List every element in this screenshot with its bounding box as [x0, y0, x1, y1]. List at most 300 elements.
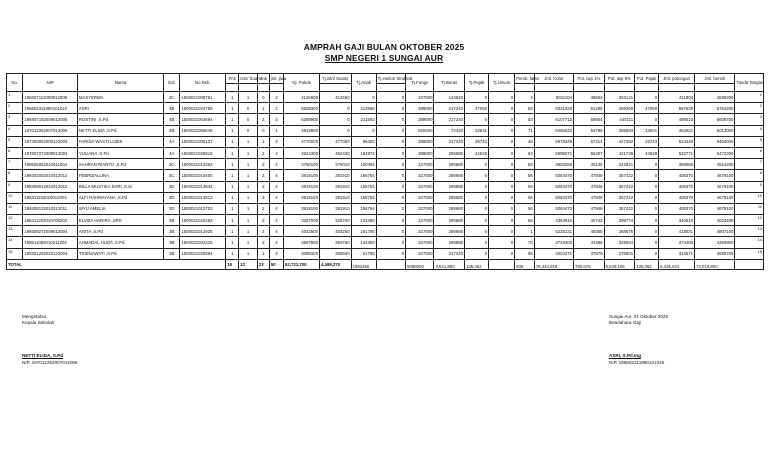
row-istri: 1: [239, 248, 258, 259]
row-tj-pajak: 13631: [465, 125, 489, 136]
row-tj-istri: 391910: [319, 181, 351, 192]
table-row: [7, 192, 764, 203]
row-kotor: 4729300: [534, 237, 573, 248]
table-row: [7, 215, 764, 226]
row-tanda-tangan: 4: [735, 125, 764, 136]
row-no: 5: [7, 136, 23, 147]
row-pns: 1: [226, 170, 239, 181]
total-iwp1: 786,676: [574, 259, 605, 269]
row-tj-istri: 328700: [319, 215, 351, 226]
row-tj-fungs: 389000: [406, 103, 434, 114]
total-gaji-pokok: 62,721,700: [283, 259, 319, 269]
row-iwp1: 44396: [574, 237, 605, 248]
row-kotor: 5084470: [534, 181, 573, 192]
row-nip: 198611082010211202: [23, 237, 78, 248]
row-pns: 1: [226, 114, 239, 125]
row-potongan: 314671: [659, 248, 695, 259]
table-row: [7, 237, 764, 248]
row-tanda-tangan: 9: [735, 181, 764, 192]
row-pns: 1: [226, 136, 239, 147]
row-no: 9: [7, 181, 23, 192]
row-gol: 3D: [164, 203, 180, 214]
row-tj-istri: 0: [319, 114, 351, 125]
row-bersih: 5608700: [695, 114, 735, 125]
row-anak: 2: [257, 215, 269, 226]
row-jiwa: 4: [269, 203, 283, 214]
row-anak: 2: [257, 226, 269, 237]
row-istri: 1: [239, 170, 258, 181]
row-gaji-pokok: 4770000: [283, 136, 319, 147]
row-nama: SAHRAN RIANTO ,S.Pd: [77, 159, 163, 170]
row-pot-pajak: 47060: [635, 103, 659, 114]
row-pembulatan: 4: [515, 92, 535, 103]
row-istri: 0: [239, 114, 258, 125]
row-istri: 1: [239, 136, 258, 147]
row-tj-istri: 404250: [319, 226, 351, 237]
row-tj-anak: 112566: [351, 103, 376, 114]
row-iwp1: 58904: [574, 114, 605, 125]
table-row: [7, 226, 764, 237]
row-gaji-pokok: 4624300: [283, 147, 319, 158]
row-gaji-pokok: 5288900: [283, 114, 319, 125]
row-iwp1: 53799: [574, 125, 605, 136]
row-tj-fungs: 327000: [406, 181, 434, 192]
row-tj-fungs: 327000: [406, 170, 434, 181]
row-norek: 1500021009761: [180, 92, 226, 103]
row-nama: ANITA ,S.Pd: [77, 226, 163, 237]
row-kotor: 5466022: [534, 125, 573, 136]
row-jiwa: 3: [269, 248, 283, 259]
row-kotor: 4903256: [534, 159, 573, 170]
row-jiwa: 4: [269, 237, 283, 248]
row-pembulatan: 1: [515, 226, 535, 237]
row-nama: ASRI: [77, 103, 163, 114]
row-tj-anak: 95400: [351, 136, 376, 147]
row-pembulatan: 62: [515, 103, 535, 114]
row-tj-pajak: 0: [465, 114, 489, 125]
row-nama: ALFI RAHMAYANA ,S.Pd: [77, 192, 163, 203]
row-no: 7: [7, 159, 23, 170]
row-tj-umum: 0: [488, 203, 514, 214]
row-tj-anak: 156764: [351, 203, 376, 214]
row-pembulatan: 46: [515, 136, 535, 147]
row-pns: 1: [226, 92, 239, 103]
row-gol: 3B: [164, 226, 180, 237]
row-tj-pajak: 0: [465, 181, 489, 192]
row-potongan: 405370: [659, 170, 695, 181]
row-nip: 198505052010011004: [23, 159, 78, 170]
row-pns: 1: [226, 103, 239, 114]
row-potongan: 389056: [659, 159, 695, 170]
col-tj-fungs: Tj.Fungs: [406, 74, 434, 92]
row-bersih: 4023400: [695, 215, 735, 226]
row-nama: TRISNAWATI ,S.Pd: [77, 248, 163, 259]
row-gaji-pokok: 3607500: [283, 237, 319, 248]
row-anak: 0: [257, 125, 269, 136]
row-istri: 1: [239, 159, 258, 170]
row-istri: 1: [239, 203, 258, 214]
row-norek: 1500021012925: [180, 226, 226, 237]
row-tj-eselon: 0: [376, 170, 405, 181]
row-potongan: 567628: [659, 103, 695, 114]
row-bersih: 4679100: [695, 170, 735, 181]
row-nama: WYU AMELIA: [77, 203, 163, 214]
row-gaji-pokok: 4042500: [283, 226, 319, 237]
row-pot-pajak: 0: [635, 248, 659, 259]
row-tj-anak: 156764: [351, 170, 376, 181]
row-jiwa: 4: [269, 170, 283, 181]
total-istri: 12: [239, 259, 258, 269]
row-norek: 1500021005127: [180, 136, 226, 147]
row-bersih: 5754200: [695, 103, 735, 114]
row-tj-anak: 0: [351, 125, 376, 136]
row-tj-eselon: 0: [376, 159, 405, 170]
row-gaji-pokok: 3287000: [283, 215, 319, 226]
row-iwp8: 276801: [604, 248, 635, 259]
row-tj-eselon: 0: [376, 203, 405, 214]
row-anak: 1: [257, 136, 269, 147]
row-pembulatan: 95: [515, 248, 535, 259]
row-tj-fungs: 389000: [406, 147, 434, 158]
row-jiwa: 2: [269, 92, 283, 103]
row-no: 11: [7, 203, 23, 214]
row-pns: 1: [226, 192, 239, 203]
row-anak: 2: [257, 147, 269, 158]
row-gaji-pokok: 5628300: [283, 103, 319, 114]
row-tj-umum: 0: [488, 136, 514, 147]
col-pembulatan: Pemb. latan: [515, 74, 535, 84]
row-tj-umum: 0: [488, 147, 514, 158]
row-tj-anak: 61786: [351, 248, 376, 259]
col-no: No.: [7, 74, 23, 92]
row-tj-beras: 289680: [434, 170, 465, 181]
col-norek: No.Rek.: [180, 74, 226, 92]
row-istri: 1: [239, 181, 258, 192]
table-row: [7, 248, 764, 259]
row-tj-umum: 0: [488, 181, 514, 192]
row-jiwa: 4: [269, 181, 283, 192]
row-no: 3: [7, 114, 23, 125]
row-bersih: 4807100: [695, 226, 735, 237]
row-gol: 3D: [164, 181, 180, 192]
row-tj-eselon: 0: [376, 114, 405, 125]
row-norek: 1500021020292: [180, 215, 226, 226]
col-pns: Pns: [226, 74, 239, 84]
row-bersih: 5464000: [695, 136, 735, 147]
row-anak: 2: [257, 192, 269, 203]
row-pot-pajak: 0: [635, 159, 659, 170]
row-tj-umum: 0: [488, 215, 514, 226]
col-iwp1: Pot. Iwp 1%: [574, 74, 605, 84]
total-tj-pajak: 135,062: [465, 259, 489, 269]
row-no: 14: [7, 237, 23, 248]
row-iwp8: 459269: [604, 103, 635, 114]
row-pot-pajak: 0: [635, 92, 659, 103]
row-norek: 1500021025916: [180, 147, 226, 158]
row-istri: 1: [239, 237, 258, 248]
row-bersih: 3689700: [695, 248, 735, 259]
row-norek: 1500021024758: [180, 103, 226, 114]
row-tj-beras: 289680: [434, 192, 465, 203]
row-pns: 1: [226, 237, 239, 248]
row-iwp8: 329004: [604, 237, 635, 248]
row-nama: AHMADAL HUDA ,S.Pd: [77, 237, 163, 248]
row-potongan: 418031: [659, 226, 695, 237]
row-tanda-tangan: 10: [735, 192, 764, 203]
row-tj-pajak: 0: [465, 159, 489, 170]
row-kotor: 4004371: [534, 248, 573, 259]
row-pot-pajak: 0: [635, 215, 659, 226]
row-tj-fungs: 327000: [406, 215, 434, 226]
row-iwp8: 357422: [604, 192, 635, 203]
row-tanda-tangan: 12: [735, 215, 764, 226]
total-tj-anak: 1881256: [351, 259, 376, 269]
row-kotor: 4363916: [534, 215, 573, 226]
row-anak: 2: [257, 203, 269, 214]
row-tanda-tangan: 2: [735, 103, 764, 114]
row-gol: 4B: [164, 125, 180, 136]
row-gaji-pokok: 3089300: [283, 248, 319, 259]
row-gol: 3C: [164, 170, 180, 181]
row-nip: 198411202010708203: [23, 215, 78, 226]
row-tj-eselon: 0: [376, 147, 405, 158]
row-nip: 198509272009012004: [23, 226, 78, 237]
col-gaji-pokok: Gj. Pokok: [283, 74, 319, 92]
table-row: [7, 136, 764, 147]
row-iwp1: 47948: [574, 203, 605, 214]
row-pembulatan: 71: [515, 125, 535, 136]
row-anak: 2: [257, 237, 269, 248]
row-pns: 1: [226, 203, 239, 214]
row-tanda-tangan: 1: [735, 92, 764, 103]
row-potongan: 411804: [659, 92, 695, 103]
row-tj-anak: 156764: [351, 192, 376, 203]
total-tj-beras: 3,621,880: [434, 259, 465, 269]
total-potongan: 6,426,031: [659, 259, 695, 269]
row-no: 12: [7, 215, 23, 226]
row-tj-beras: 217240: [434, 103, 465, 114]
row-gol: 3C: [164, 92, 180, 103]
row-iwp1: 40742: [574, 215, 605, 226]
row-tj-beras: 217240: [434, 248, 465, 259]
row-tj-pajak: 0: [465, 203, 489, 214]
row-nama: YULIANA ,S.Pd: [77, 147, 163, 158]
row-nip: 198302062010012012: [23, 170, 78, 181]
table-row: [7, 147, 764, 158]
row-bersih: 5013000: [695, 125, 735, 136]
col-tanda-tangan: Tanda Tangan: [735, 74, 764, 92]
row-pot-pajak: 0: [635, 203, 659, 214]
row-nama: ROSTINI ,S.Pd: [77, 114, 163, 125]
row-no: 2: [7, 103, 23, 114]
row-iwp8: 342921: [604, 159, 635, 170]
row-gaji-pokok: 3760100: [283, 159, 319, 170]
row-tj-pajak: 29743: [465, 136, 489, 147]
row-istri: 1: [239, 92, 258, 103]
row-tj-istri: 462430: [319, 147, 351, 158]
row-tj-eselon: 0: [376, 181, 405, 192]
row-tj-fungs: 327000: [406, 192, 434, 203]
row-istri: 0: [239, 125, 258, 136]
row-tj-umum: 0: [488, 226, 514, 237]
row-tanda-tangan: 6: [735, 147, 764, 158]
row-tj-fungs: 389000: [406, 114, 434, 125]
row-tj-pajak: 0: [465, 170, 489, 181]
row-tanda-tangan: 14: [735, 237, 764, 248]
row-no: 15: [7, 248, 23, 259]
row-nama: ELVIZA HARIRA ,SPD: [77, 215, 163, 226]
row-gaji-pokok: 3919100: [283, 181, 319, 192]
row-tj-anak: 161700: [351, 226, 376, 237]
row-gol: 3B: [164, 237, 180, 248]
row-pns: 1: [226, 248, 239, 259]
document-title: AMPRAH GAJI BULAN OKTOBER 2025: [303, 42, 465, 52]
col-anak: Ank: [257, 74, 269, 84]
row-pembulatan: 56: [515, 192, 535, 203]
total-jiwa: 50: [269, 259, 283, 269]
col-gol: Gol.: [164, 74, 180, 92]
table-row: [7, 170, 764, 181]
total-iwp8: 5,549,105: [604, 259, 635, 269]
row-gol: 4B: [164, 103, 180, 114]
total-bersih: 72,018,800: [695, 259, 735, 269]
row-tj-istri: 391910: [319, 170, 351, 181]
row-nama: FARIDA WASTI LUBIS: [77, 136, 163, 147]
row-tj-eselon: 0: [376, 192, 405, 203]
row-iwp1: 48663: [574, 92, 605, 103]
row-bersih: 5472300: [695, 147, 735, 158]
row-nip: 197012252007012006: [23, 125, 78, 136]
row-tj-beras: 289680: [434, 203, 465, 214]
row-jiwa: 4: [269, 192, 283, 203]
row-jiwa: 3: [269, 114, 283, 125]
row-istri: 1: [239, 147, 258, 158]
sig-right-nip: NIP. 196602311990101045: [609, 360, 665, 365]
row-tj-beras: 289680: [434, 237, 465, 248]
row-tanda-tangan: 15: [735, 248, 764, 259]
total-row: [7, 259, 764, 269]
table-row: [7, 114, 764, 125]
row-kotor: 6107715: [534, 114, 573, 125]
row-iwp1: 49355: [574, 226, 605, 237]
row-tj-eselon: 0: [376, 248, 405, 259]
row-tj-istri: 391910: [319, 192, 351, 203]
sig-right-line1: Sungai Aur, 01 Oktober 2025: [609, 314, 668, 319]
row-pns: 1: [226, 159, 239, 170]
row-nip: 199301292020122004: [23, 248, 78, 259]
col-tj-istri: Tj.istri/ Suami: [319, 74, 351, 84]
row-jiwa: 4: [269, 226, 283, 237]
row-tj-pajak: 47060: [465, 103, 489, 114]
row-norek: 1500021013813: [180, 192, 226, 203]
row-pot-pajak: 0: [635, 237, 659, 248]
row-gol: 3B: [164, 215, 180, 226]
col-tj-pajak: Tj.Pajak: [465, 74, 489, 92]
row-tj-beras: 144840: [434, 92, 465, 103]
row-bersih: 4599300: [695, 92, 735, 103]
row-norek: 1500021013262: [180, 159, 226, 170]
col-jiwa: jml. jiwa: [269, 74, 283, 84]
sig-left-line2: Kepala Sekolah: [22, 320, 55, 325]
row-kotor: 5084470: [534, 203, 573, 214]
row-pot-pajak: 0: [635, 226, 659, 237]
row-tj-eselon: 0: [376, 215, 405, 226]
total-pns: 15: [226, 259, 239, 269]
row-nip: 197607072008012004: [23, 147, 78, 158]
row-tj-umum: 0: [488, 92, 514, 103]
row-kotor: 5011104: [534, 92, 573, 103]
row-tj-umum: 0: [488, 114, 514, 125]
row-iwp1: 46135: [574, 159, 605, 170]
row-anak: 1: [257, 103, 269, 114]
row-tj-beras: 72420: [434, 125, 465, 136]
row-jiwa: 4: [269, 159, 283, 170]
row-norek: 1500021013703: [180, 203, 226, 214]
row-tanda-tangan: 7: [735, 159, 764, 170]
row-tj-eselon: 0: [376, 226, 405, 237]
row-kotor: 5995071: [534, 147, 573, 158]
row-gol: 4A: [164, 136, 180, 147]
row-tj-pajak: 0: [465, 237, 489, 248]
row-potongan: 405370: [659, 203, 695, 214]
row-gol: 4B: [164, 114, 180, 125]
row-iwp1: 47948: [574, 181, 605, 192]
row-bersih: 4679100: [695, 203, 735, 214]
row-bersih: 4355900: [695, 237, 735, 248]
row-jiwa: 4: [269, 215, 283, 226]
row-tj-beras: 289680: [434, 159, 465, 170]
row-pns: 1: [226, 215, 239, 226]
row-tj-fungs: 560000: [406, 125, 434, 136]
row-tj-fungs: 327000: [406, 159, 434, 170]
row-iwp8: 357422: [604, 203, 635, 214]
row-norek: 1500021002315: [180, 237, 226, 248]
row-tj-fungs: 327000: [406, 226, 434, 237]
total-tj-fungs: 5088000: [406, 259, 434, 269]
col-tj-beras: Tj.Beras: [434, 74, 465, 92]
row-pot-pajak: 44628: [635, 147, 659, 158]
col-pot-pajak: Pot. Pajak: [635, 74, 659, 84]
row-bersih: 4679100: [695, 181, 735, 192]
row-pembulatan: 62: [515, 159, 535, 170]
row-bersih: 4514200: [695, 159, 735, 170]
sig-right-line2: Bendahara Gaji: [609, 320, 641, 325]
row-istri: 0: [239, 103, 258, 114]
row-nama: BILLA MUSTIKA SARI ,S.Si: [77, 181, 163, 192]
row-istri: 1: [239, 226, 258, 237]
row-tj-umum: 0: [488, 125, 514, 136]
row-tj-anak: 156764: [351, 181, 376, 192]
row-potongan: 499015: [659, 114, 695, 125]
row-tj-anak: 0: [351, 92, 376, 103]
row-iwp1: 61299: [574, 103, 605, 114]
row-tj-eselon: 0: [376, 136, 405, 147]
row-jiwa: 2: [269, 103, 283, 114]
col-potongan: Jml. potongan: [659, 74, 695, 84]
row-anak: 2: [257, 114, 269, 125]
row-anak: 2: [257, 159, 269, 170]
row-tj-fungs: 327000: [406, 237, 434, 248]
col-iwp8: Pot. Iwp 8%: [604, 74, 635, 84]
row-tanda-tangan: 13: [735, 226, 764, 237]
row-tj-istri: 412660: [319, 92, 351, 103]
row-nama: FEBRIZALLINA: [77, 170, 163, 181]
row-iwp8: 440111: [604, 114, 635, 125]
row-tj-umum: 0: [488, 192, 514, 203]
row-gaji-pokok: 4126600: [283, 92, 319, 103]
row-tj-eselon: 0: [376, 92, 405, 103]
row-potongan: 373400: [659, 237, 695, 248]
